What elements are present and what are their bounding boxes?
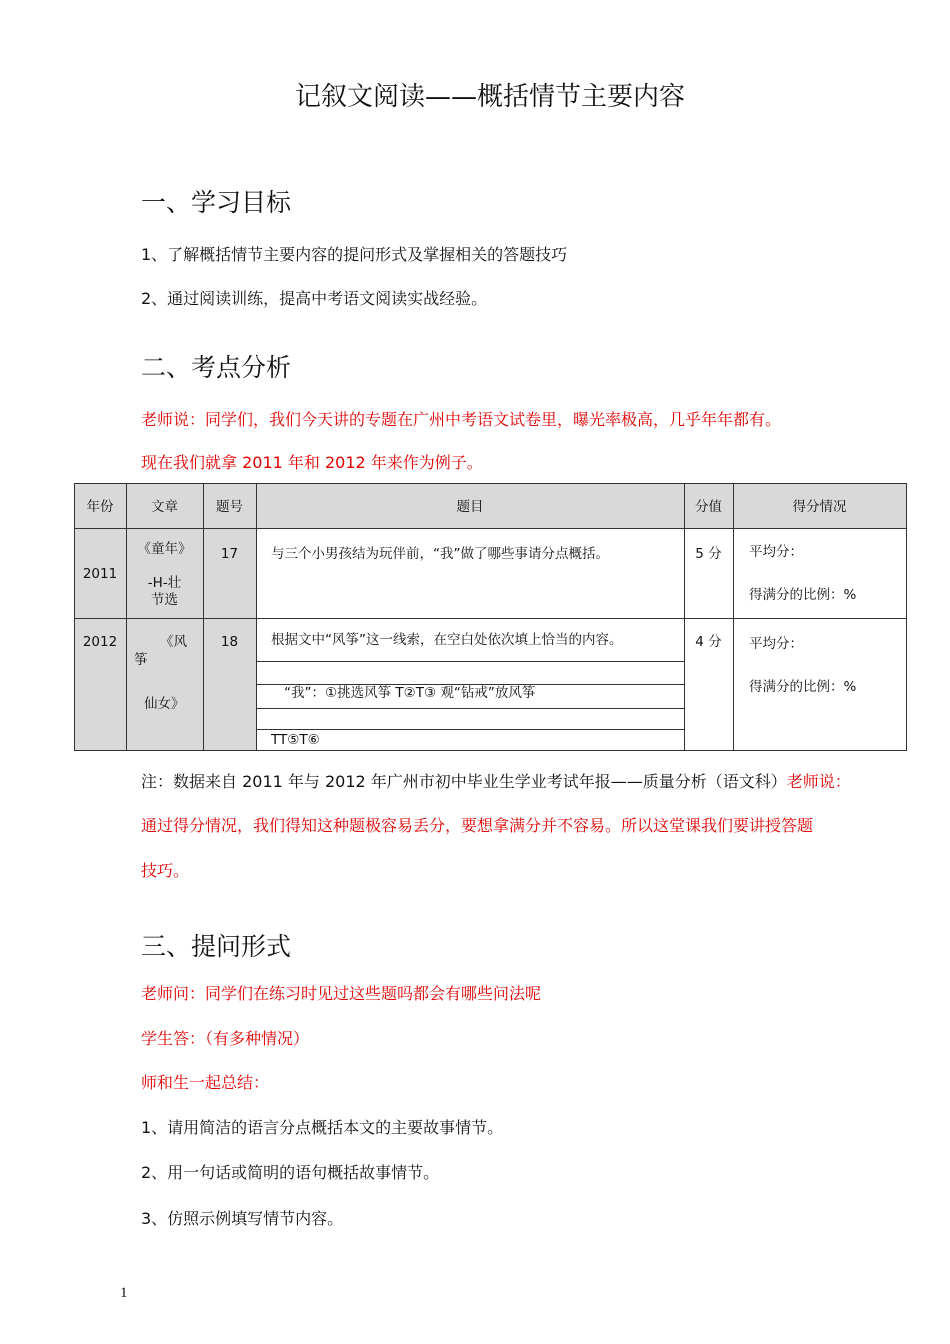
row1-average: 平均分： — [749, 544, 803, 560]
section1-item-1: 1、了解概括情节主要内容的提问形式及掌握相关的答题技巧 — [141, 245, 568, 264]
table-note — [141, 772, 851, 792]
row1-year: 2011 — [82, 566, 118, 582]
teacher-says-conclusion-end: 技巧。 — [141, 861, 190, 880]
row2-article-line1: 《风 — [160, 634, 187, 650]
row1-article-line2: -H-壮 — [147, 575, 182, 591]
header-result: 得分情况 — [792, 499, 847, 515]
row1-question: 与三个小男孩结为玩伴前，“我”做了哪些事请分点概括。 — [271, 546, 609, 562]
teacher-says-conclusion: 通过得分情况，我们得知这种题极容易丢分，要想拿满分并不容易。所以这堂课我们要讲授答题 — [141, 816, 814, 835]
row2-fill-line2: TT⑤T⑥ — [271, 732, 320, 748]
header-article: 文章 — [151, 499, 178, 515]
row2-year: 2012 — [82, 634, 118, 650]
header-question: 题目 — [456, 499, 484, 515]
teacher-says-line1: 老师说：同学们，我们今天讲的专题在广州中考语文试卷里，曝光率极高，几乎年年都有。 — [141, 410, 782, 429]
row1-number: 17 — [220, 546, 239, 562]
row2-average: 平均分： — [749, 636, 803, 652]
row1-article-line1: 《童年》 — [137, 541, 192, 557]
row2-fill-line1: “我”：①挑选风筝 T②T③ 观“钻戒”放风筝 — [284, 685, 536, 701]
summary-label: 师和生一起总结： — [141, 1073, 270, 1092]
section3-heading: 三、提问形式 — [141, 932, 292, 961]
row2-score: 4 分 — [695, 634, 722, 650]
question-form-3: 3、仿照示例填写情节内容。 — [141, 1209, 344, 1228]
question-form-2: 2、用一句话或简明的语句概括故事情节。 — [141, 1163, 440, 1182]
teacher-asks: 老师问：同学们在练习时见过这些题吗都会有哪些问法呢 — [141, 984, 542, 1003]
row2-article-line2: 筝 — [134, 652, 148, 668]
header-number: 题号 — [216, 499, 243, 515]
row2-question: 根据文中“风筝”这一线索，在空白处依次填上恰当的内容。 — [271, 632, 623, 648]
row1-article-line3: 节选 — [151, 592, 178, 608]
header-score: 分值 — [695, 499, 722, 515]
teacher-says-line2: 现在我们就拿 2011 年和 2012 年来作为例子。 — [141, 453, 483, 472]
note-teacher-says: 老师说： — [786, 772, 851, 791]
row1-full-ratio: 得满分的比例：% — [749, 587, 857, 603]
row2-number: 18 — [220, 634, 239, 650]
row2-article-line3: 仙女》 — [144, 696, 185, 712]
header-year: 年份 — [86, 499, 114, 515]
page-number: 1 — [120, 1285, 128, 1301]
question-form-1: 1、请用简洁的语言分点概括本文的主要故事情节。 — [141, 1118, 504, 1137]
section2-heading: 二、考点分析 — [141, 353, 292, 382]
section1-heading: 一、学习目标 — [141, 188, 292, 217]
student-answers: 学生答：（有多种情况） — [141, 1029, 310, 1048]
row1-score: 5 分 — [695, 546, 722, 562]
page-title: 记叙文阅读——概括情节主要内容 — [294, 82, 685, 112]
section1-item-2: 2、通过阅读训练，提高中考语文阅读实战经验。 — [141, 289, 488, 308]
note-source: 注：数据来自 2011 年与 2012 年广州市初中毕业生学业考试年报——质量分析（语文科） — [141, 772, 787, 791]
exam-data-table — [74, 483, 907, 751]
row2-full-ratio: 得满分的比例：% — [749, 679, 857, 695]
